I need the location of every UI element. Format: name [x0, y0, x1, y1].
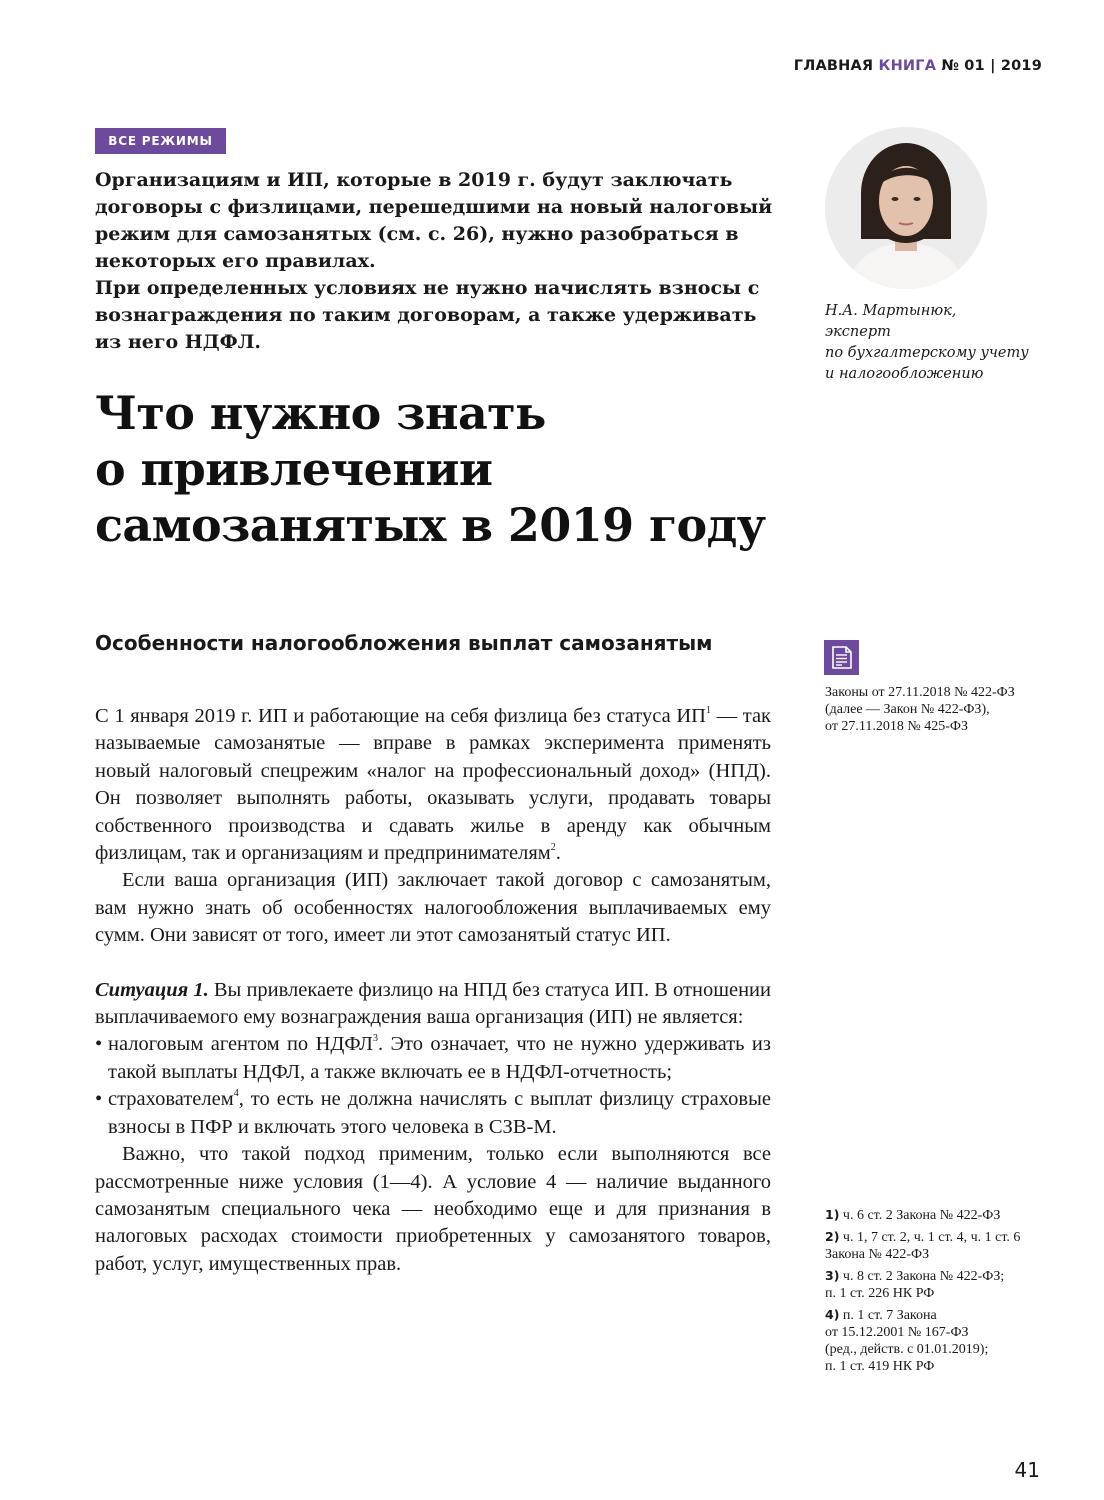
section-heading: Особенности налогообложения выплат самозанятым: [95, 631, 713, 655]
laws-line-1: Законы от 27.11.2018 № 422-ФЗ: [825, 685, 1015, 700]
laws-line-2: (далее — Закон № 422-ФЗ),: [825, 702, 990, 717]
footnote-number: 4): [825, 1307, 840, 1322]
lead-text-2: При определенных условиях не нужно начислять взносы с вознаграждения по таким договорам, а также удерживать из него НДФЛ.: [95, 277, 760, 353]
title-line-1: Что нужно знать: [95, 386, 546, 440]
footnote-text: ч. 1, 7 ст. 2, ч. 1 ст. 4, ч. 1 ст. 6: [839, 1230, 1021, 1245]
footnotes: [825, 1206, 1065, 1379]
laws-reference: [825, 684, 1065, 735]
author-caption: [825, 301, 1065, 385]
footnote-text: (ред., действ. с 01.01.2019);: [825, 1342, 989, 1357]
laws-line-3: от 27.11.2018 № 425-ФЗ: [825, 719, 969, 734]
body-text: .: [555, 842, 561, 865]
footnote-text: ч. 6 ст. 2 Закона № 422-ФЗ: [839, 1208, 1001, 1223]
issue-info: № 01 | 2019: [941, 58, 1042, 74]
list-item: [95, 1031, 771, 1086]
body-text: С 1 января 2019 г. ИП и работающие на себя физлица без статуса ИП: [95, 705, 706, 727]
footnote-ref-1: 1: [705, 705, 711, 716]
lead-paragraph: [95, 167, 785, 356]
footnote-ref-3: 3: [372, 1033, 378, 1045]
footnote-1: [825, 1206, 1065, 1224]
footnote-text: п. 1 ст. 7 Закона: [839, 1308, 937, 1323]
list-item-text: налоговым агентом по НДФЛ: [108, 1033, 373, 1056]
situation-list: [95, 1031, 771, 1141]
footnote-ref-4: 4: [233, 1088, 239, 1100]
bullet-icon: •: [95, 1033, 103, 1056]
list-item-text: , то есть не должна начислять с выплат физлицу страховые взносы в ПФР и включать этого человека в СЗВ-М.: [108, 1088, 771, 1138]
footnote-text: Закона № 422-ФЗ: [825, 1247, 930, 1262]
footnote-text: п. 1 ст. 419 НК РФ: [825, 1359, 935, 1374]
footnote-text: п. 1 ст. 226 НК РФ: [825, 1286, 935, 1301]
list-item: [95, 1086, 771, 1141]
magazine-name-part2: КНИГА: [878, 58, 937, 74]
situation-text: Вы привлекаете физлицо на НПД без статуса ИП. В отношении выплачиваемого ему вознаграждения ваша организация (ИП) не является:: [95, 978, 771, 1029]
document-icon: [824, 640, 859, 675]
footnote-text: от 15.12.2001 № 167-ФЗ: [825, 1325, 969, 1340]
list-item-text: страхователем: [108, 1088, 234, 1111]
situation-paragraph: [95, 977, 771, 1032]
body-paragraph-3: Важно, что такой подход применим, только если выполняются все рассмотренные ниже условия (1—4). А условие 4 — наличие выданного самозанятым специального чека — необходимо еще и для признания в налоговых расходах стоимости приобретенных у самозанятого товаров, работ, услуг, имущественных прав.: [95, 1143, 771, 1275]
author-name: Н.А. Мартынюк,: [825, 303, 957, 319]
bullet-icon: •: [95, 1088, 103, 1111]
situation-label: Ситуация 1.: [95, 978, 209, 1001]
author-role-3: и налогообложению: [825, 366, 984, 382]
author-role-2: по бухгалтерскому учету: [825, 345, 1029, 361]
footnote-number: 1): [825, 1207, 840, 1222]
body-paragraph-2: Если ваша организация (ИП) заключает такой договор с самозанятым, вам нужно знать об особенностях налогообложения выплачиваемых ему сумм. Они зависят от того, имеет ли этот самозанятый статус ИП.: [95, 869, 771, 947]
body-paragraph-1: [95, 703, 771, 867]
magazine-name-part1: ГЛАВНАЯ: [793, 58, 874, 74]
magazine-header: [794, 58, 1042, 74]
lead-text-1: Организациям и ИП, которые в 2019 г. будут заключать договоры с физлицами, перешедшими на новый налоговый режим для самозанятых (см. с. 26), нужно разобраться в некоторых его правилах.: [95, 169, 773, 272]
author-role-1: эксперт: [825, 324, 891, 340]
footnote-text: ч. 8 ст. 2 Закона № 422-ФЗ;: [839, 1269, 1005, 1284]
footnote-4: [825, 1306, 1065, 1375]
author-photo: [825, 127, 987, 289]
body-text: — так называемые самозанятые — вправе в рамках эксперимента применять новый налоговый спецрежим «налог на профессиональный доход» (НПД). Он позволяет выполнять работы, оказывать услуги, продавать товары собственного производства и сдавать жилье в аренду как обычным физлицам, так и организациям и предпринимателям: [95, 705, 771, 865]
category-tag: ВСЕ РЕЖИМЫ: [95, 128, 226, 154]
footnote-number: 2): [825, 1229, 840, 1244]
footnote-2: [825, 1228, 1065, 1263]
article-body: [95, 703, 771, 1278]
page-number: 41: [1014, 1458, 1040, 1482]
footnote-ref-2: 2: [550, 842, 556, 854]
footnote-3: [825, 1267, 1065, 1302]
author-portrait-image: [825, 127, 987, 289]
article-title: [95, 385, 795, 553]
footnote-number: 3): [825, 1268, 840, 1283]
title-line-3: самозанятых в 2019 году: [95, 498, 766, 552]
list-item-text: . Это означает, что не нужно удерживать из такой выплаты НДФЛ, а также включать ее в НДФЛ-отчетность;: [108, 1033, 771, 1083]
title-line-2: о привлечении: [95, 442, 493, 496]
